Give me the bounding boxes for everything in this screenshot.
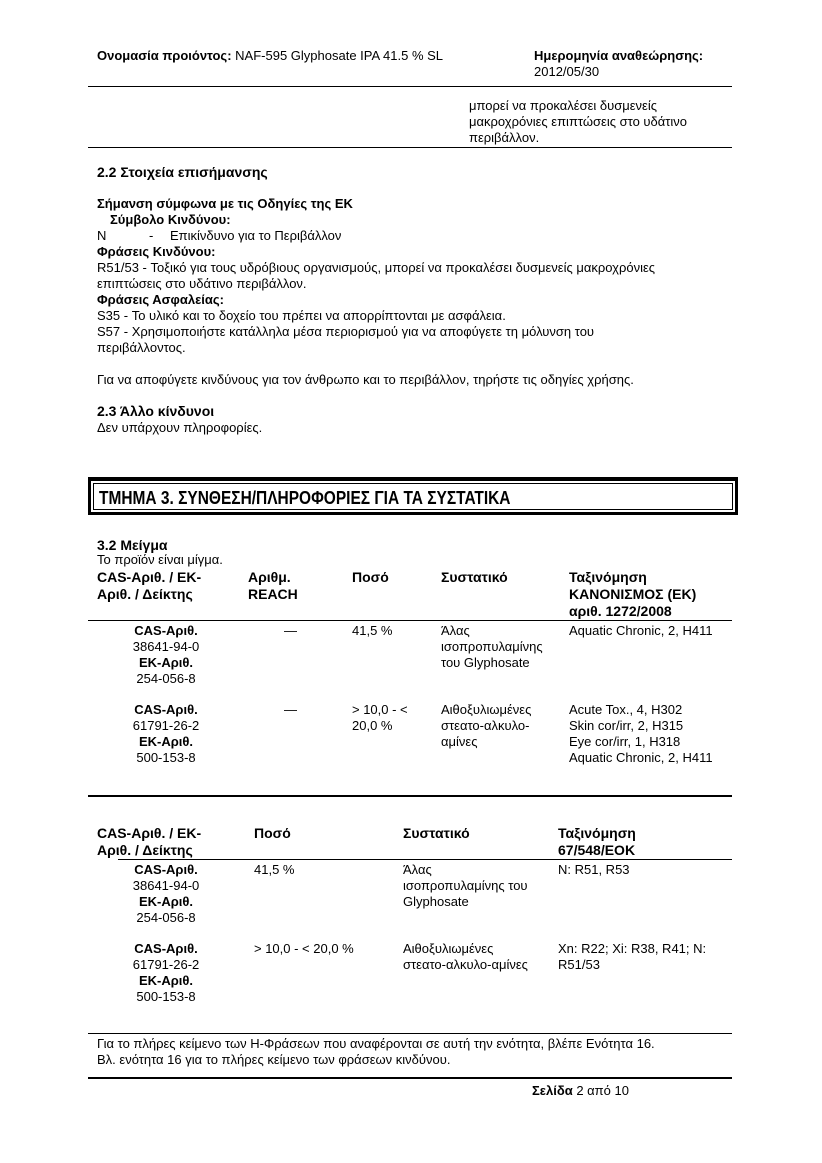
col-header-reach [248,569,298,603]
cas-label: CAS-Αριθ. [134,862,198,877]
page-number [532,1083,629,1099]
col-header-reach-line: Αριθμ. [248,569,291,585]
page-header [97,48,737,84]
table-header-rule [118,859,732,860]
ec-number: 254-056-8 [136,910,196,925]
cas-number: 38641-94-0 [132,639,200,654]
ec-label: ΕΚ-Αριθ. [138,734,194,749]
component-line: στεατο-αλκυλο- [441,718,530,733]
cas-number: 38641-94-0 [132,878,200,893]
continuation-text [469,98,729,146]
footnote-line: Βλ. ενότητα 16 για το πλήρες κείμενο των φράσεων κινδύνου. [97,1052,451,1067]
component-line: Glyphosate [403,894,469,909]
revision-date-label: Ημερομηνία αναθεώρησης: [534,48,704,63]
cas-number: 61791-26-2 [132,718,200,733]
cas-ec-cell [96,941,236,1005]
page-number-value: 2 από 10 [572,1083,629,1098]
table-2-bottom-rule [88,1033,732,1034]
reach-number: — [284,702,297,717]
component-line: Αιθοξυλιωμένες [441,702,532,717]
symbol-text: Επικίνδυνο για το Περιβάλλον [170,228,342,243]
s57-text-cont: περιβάλλοντος. [97,340,186,355]
s35-text: Το υλικό και το δοχείο του πρέπει να απορρίπτονται με ασφάλεια. [128,308,506,323]
col-header-cas-line: CAS-Αριθ. / ΕΚ- [97,569,202,585]
ec-label: ΕΚ-Αριθ. [138,894,194,909]
component-cell [403,941,528,973]
footnote [97,1036,737,1068]
product-name-label: Ονομασία προιόντος: [97,48,232,63]
risk-phrase-line [97,260,737,276]
col-header-classification-line: Ταξινόμηση [558,825,636,841]
amount-line: 41,5 % [352,623,393,638]
classification-cell [558,941,706,973]
ec-number: 500-153-8 [136,750,196,765]
component-line: Άλας [441,623,470,638]
section-2-3-heading: 2.3 Άλλο κίνδυνοι [97,403,215,419]
col-header-classification-line: ΚΑΝΟΝΙΣΜΟΣ (ΕΚ) [569,586,697,602]
col-header-classification-line: Ταξινόμηση [569,569,647,585]
section-3-2-heading: 3.2 Μείγμα [97,537,168,553]
risk-phrase-text: Τοξικό για τους υδρόβιους οργανισμούς, μπορεί να προκαλέσει δυσμενείς μακροχρόνιες [146,260,656,275]
component-line: ισοπροπυλαμίνης [441,639,543,654]
s57-code: S57 - [97,324,129,339]
component-cell [441,702,531,750]
col-header-classification [558,825,636,859]
ec-number: 500-153-8 [136,989,196,1004]
classification-line: Xn: R22; Xi: R38, R41; N: [558,941,707,956]
labeling-block [97,196,737,356]
s35-code: S35 - [97,308,129,323]
product-name-line [97,48,443,64]
col-header-amount: Ποσό [254,825,291,841]
continuation-line: μακροχρόνιες επιπτώσεις στο υδάτινο [469,114,688,129]
classification-line: Acute Tox., 4, H302 [569,702,683,717]
ingredients-table-clp [88,568,732,798]
cas-label: CAS-Αριθ. [134,702,198,717]
cas-ec-cell [96,702,236,766]
labeling-title: Σήμανση σύμφωνα με τις Οδηγίες της ΕΚ [97,196,353,211]
component-line: ισοπροπυλαμίνης του [403,878,528,893]
col-header-cas-line: CAS-Αριθ. / ΕΚ- [97,825,202,841]
safety-phrases-title: Φράσεις Ασφαλείας: [97,292,224,307]
symbol-code: N [97,228,107,243]
ec-number: 254-056-8 [136,671,196,686]
classification-line: Aquatic Chronic, 2, H411 [569,623,713,638]
component-line: Άλας [403,862,432,877]
symbol-line [97,228,737,244]
cas-number: 61791-26-2 [132,957,200,972]
section-3-title: ΤΜΗΜΑ 3. ΣΥΝΘΕΣΗ/ΠΛΗΡΟΦΟΡΙΕΣ ΓΙΑ ΤΑ ΣΥΣΤΑΤΙΚΑ [99,488,511,508]
col-header-component: Συστατικό [403,825,470,841]
symbol-dash: - [149,228,154,243]
cas-ec-cell [96,623,236,687]
table-1-bottom-rule [88,795,732,797]
col-header-cas-line: Αριθ. / Δείκτης [97,586,193,602]
section-2-2-heading: 2.2 Στοιχεία επισήμανσης [97,164,268,180]
classification-cell [569,623,713,639]
ec-label: ΕΚ-Αριθ. [138,655,194,670]
footer-rule [88,1077,732,1079]
revision-date-value: 2012/05/30 [534,64,600,79]
section-3-2-subtitle: Το προϊόν είναι μίγμα. [97,552,223,567]
classification-line: Skin cor/irr, 2, H315 [569,718,684,733]
product-name-value: NAF-595 Glyphosate IPA 41.5 % SL [235,48,444,63]
col-header-cas [97,825,201,859]
classification-cell [569,702,713,766]
col-header-classification-line: 67/548/ΕΟΚ [558,842,636,858]
component-cell [403,862,528,910]
footnote-line: Για το πλήρες κείμενο των Η-Φράσεων που αναφέρονται σε αυτή την ενότητα, βλέπε Ενότητα 16. [97,1036,655,1051]
col-header-classification [569,569,696,620]
col-header-amount: Ποσό [352,569,389,585]
section-3-box [88,477,738,515]
col-header-reach-line: REACH [248,586,298,602]
amount-cell: > 10,0 - < 20,0 % [254,941,354,956]
continuation-line: μπορεί να προκαλέσει δυσμενείς [469,98,657,113]
component-cell [441,623,543,671]
col-header-cas [97,569,201,603]
component-line: του Glyphosate [441,655,530,670]
continuation-rule [88,147,732,148]
component-line: Αιθοξυλιωμένες [403,941,494,956]
symbol-title: Σύμβολο Κινδύνου: [110,212,231,227]
amount-cell: 41,5 % [254,862,295,877]
amount-line: 20,0 % [352,718,393,733]
ingredients-table-dsd [88,825,732,1035]
risk-phrases-title: Φράσεις Κινδύνου: [97,244,216,259]
col-header-component: Συστατικό [441,569,508,585]
risk-phrase-code: R51/53 - [97,260,147,275]
page-number-label: Σελίδα [532,1083,573,1098]
risk-phrase-text-cont: επιπτώσεις στο υδάτινο περιβάλλον. [97,276,307,291]
amount-line: > 10,0 - < [352,702,408,717]
continuation-line: περιβάλλον. [469,130,540,145]
classification-line: Eye cor/irr, 1, H318 [569,734,681,749]
cas-label: CAS-Αριθ. [134,623,198,638]
amount-cell [352,623,392,639]
cas-ec-cell [96,862,236,926]
table-header-rule [88,620,732,621]
ec-label: ΕΚ-Αριθ. [138,973,194,988]
section-2-3-text: Δεν υπάρχουν πληροφορίες. [97,420,263,435]
col-header-classification-line: αριθ. 1272/2008 [569,603,672,619]
component-line: στεατο-αλκυλο-αμίνες [403,957,528,972]
col-header-cas-line: Αριθ. / Δείκτης [97,842,193,858]
classification-line: N: R51, R53 [558,862,630,877]
classification-cell [558,862,630,878]
s35-line [97,308,737,324]
s57-text: Χρησιμοποιήστε κατάλληλα μέσα περιορισμού για να αποφύγετε τη μόλυνση του [128,324,595,339]
s57-line [97,324,737,340]
classification-line: Aquatic Chronic, 2, H411 [569,750,713,765]
instructions-text: Για να αποφύγετε κινδύνους για τον άνθρωπο και το περιβάλλον, τηρήστε τις οδηγίες χρήσης. [97,372,634,387]
header-rule [88,86,732,87]
amount-cell [352,702,408,734]
reach-number: — [284,623,297,638]
classification-line: R51/53 [558,957,600,972]
component-line: αμίνες [441,734,478,749]
cas-label: CAS-Αριθ. [134,941,198,956]
